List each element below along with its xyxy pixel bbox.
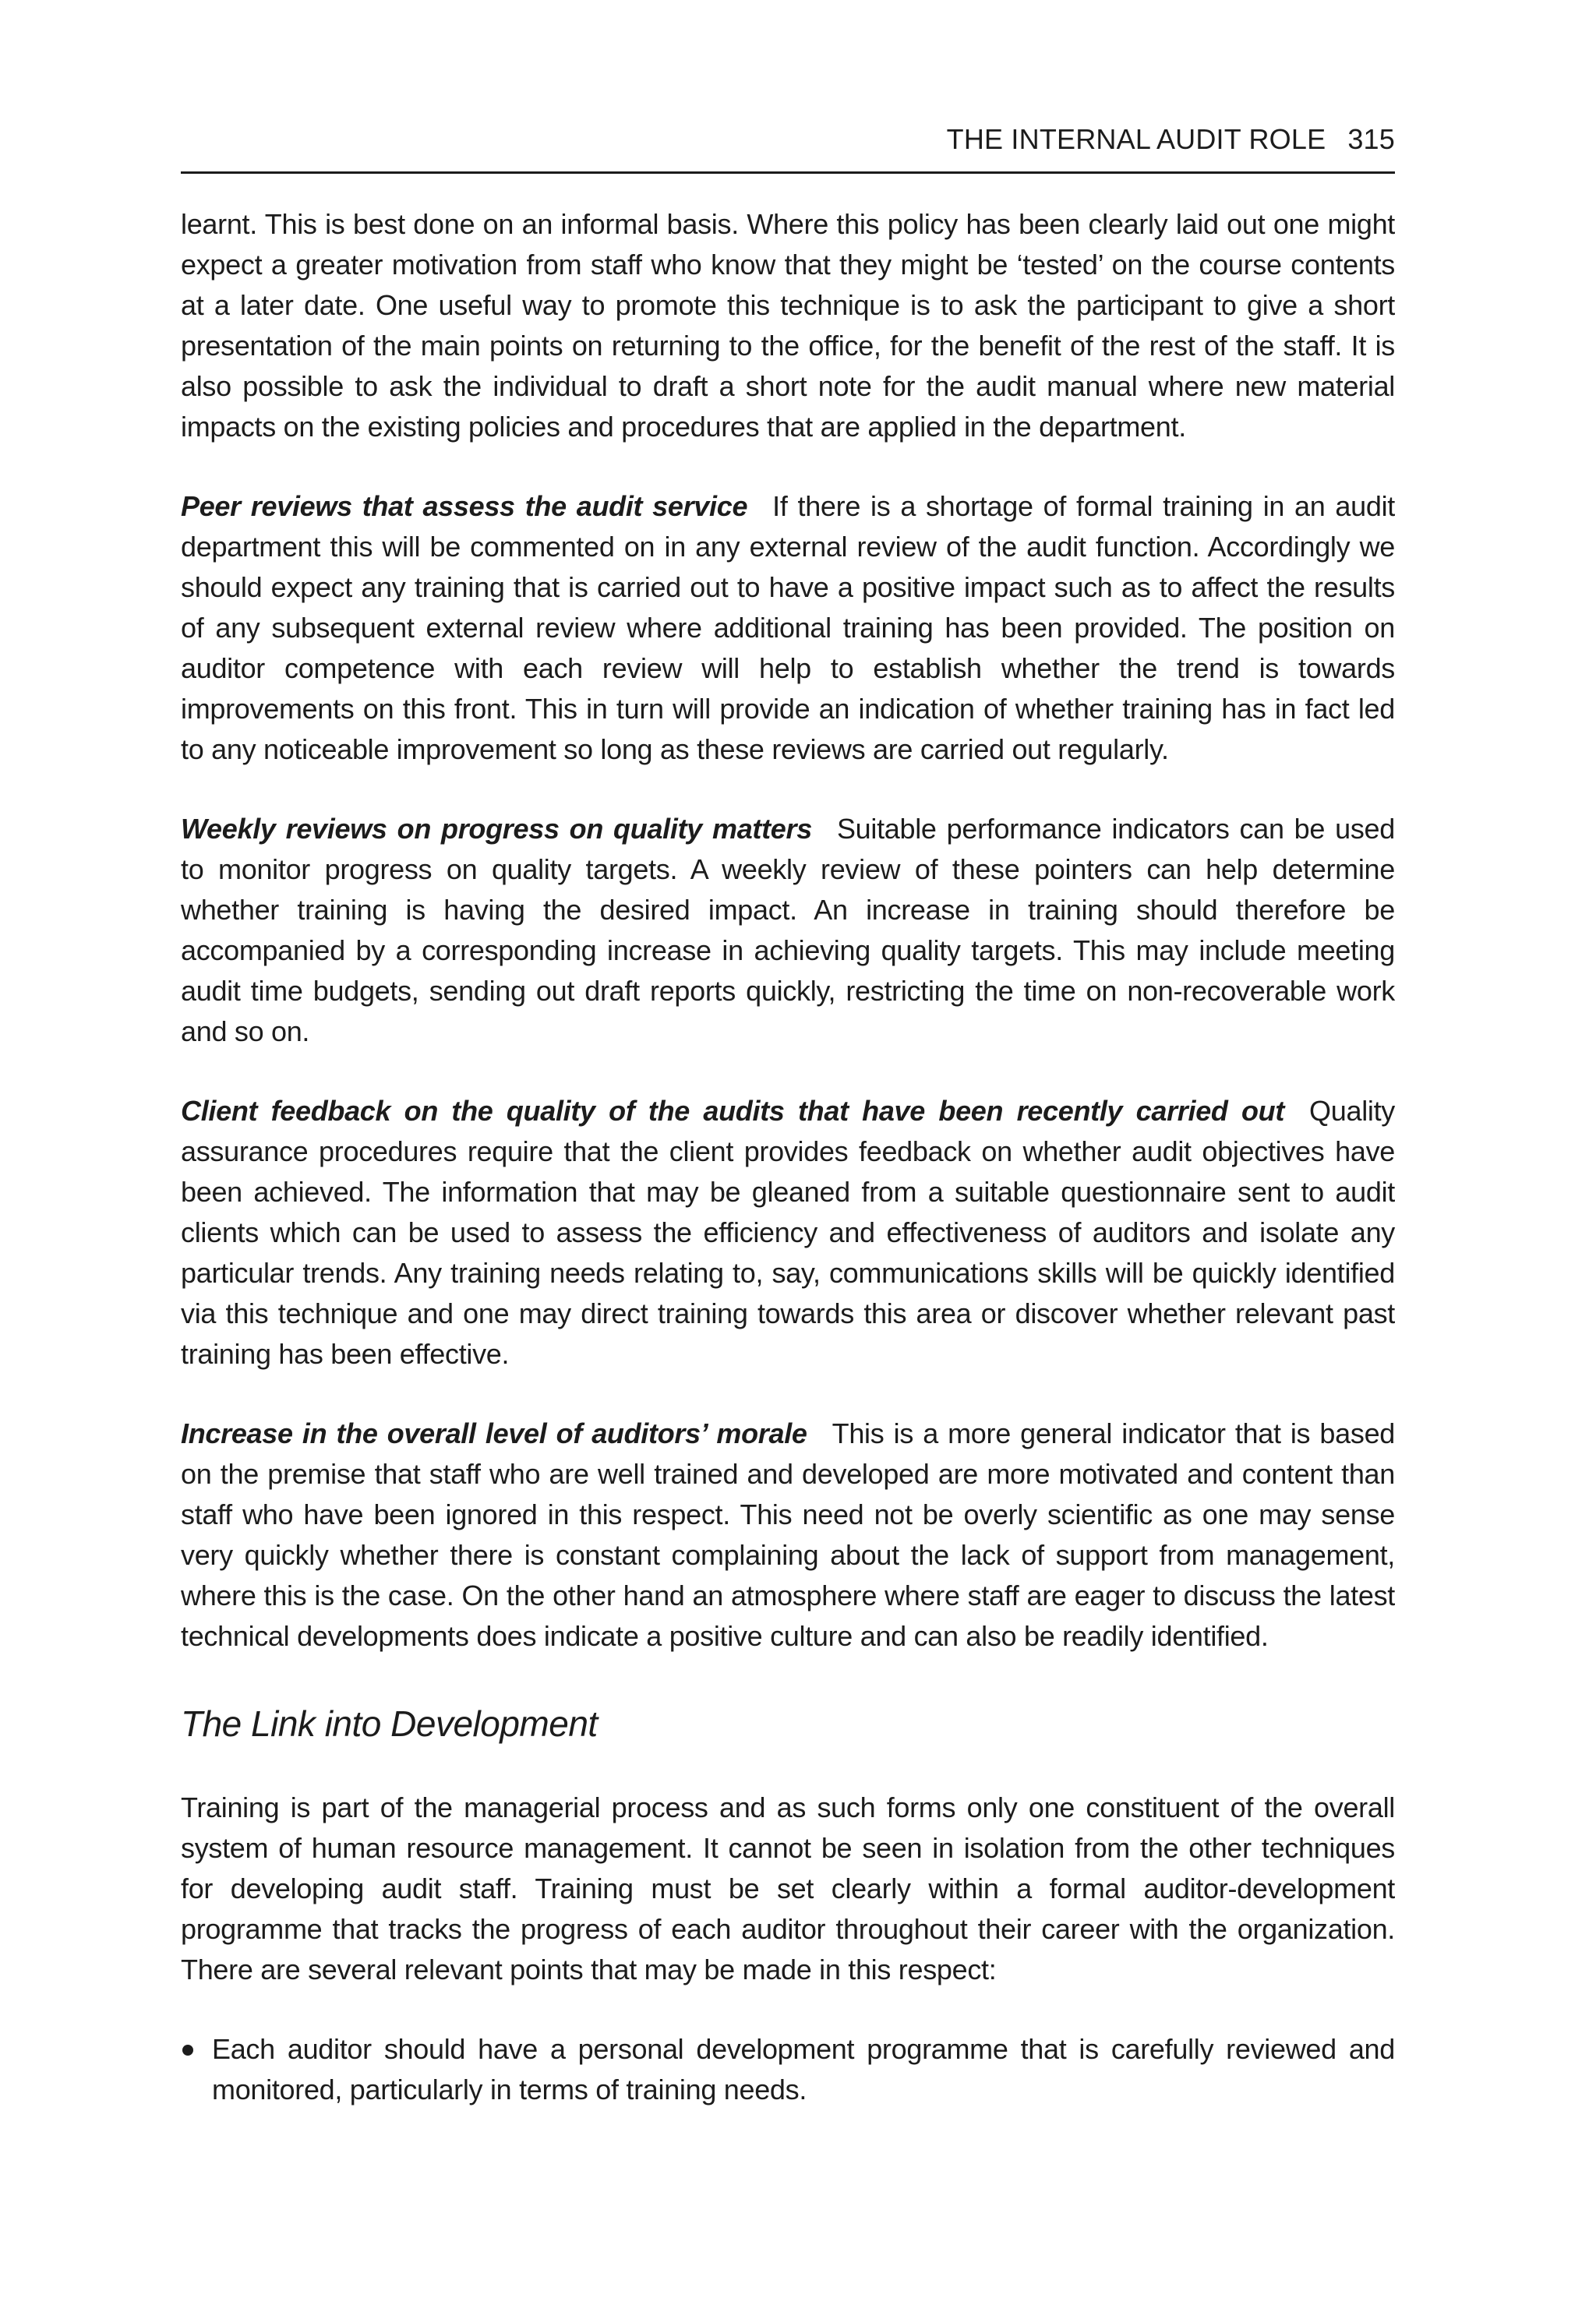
paragraph-client-feedback [181, 1091, 1395, 1375]
bullet-icon [182, 2045, 193, 2056]
run-in-heading-weekly-reviews: Weekly reviews on progress on quality matters [181, 813, 812, 845]
bullet-list [181, 2029, 1395, 2110]
paragraph-weekly-reviews [181, 809, 1395, 1052]
paragraph-text-client-feedback: Quality assurance procedures require that the client provides feedback on whether audit objectives have been achieved. The information that may be gleaned from a suitable questionnaire sent to audit clients which can be used to assess the efficiency and effectiveness of auditors and isolate any particular trends. Any training needs relating to, say, communications skills will be quickly identified via this technique and one may direct training towards this area or discover whether relevant past training has been effective. [181, 1095, 1395, 1370]
list-item-text: Each auditor should have a personal development programme that is carefully reviewed and monitored, particularly in terms of training needs. [212, 2033, 1395, 2105]
body-text [181, 204, 1395, 2110]
paragraph-text-peer-reviews: If there is a shortage of formal training in an audit department this will be commented on in any external review of the audit function. Accordingly we should expect any training that is carried out to have a positive impact such as to affect the results of any subsequent external review where additional training has been provided. The position on auditor competence with each review will help to establish whether the trend is towards improvements on this front. This in turn will provide an indication of whether training has in fact led to any noticeable improvement so long as these reviews are carried out regularly. [181, 490, 1395, 765]
run-in-heading-peer-reviews: Peer reviews that assess the audit service [181, 490, 748, 522]
paragraph-morale [181, 1414, 1395, 1657]
paragraph-text-weekly-reviews: Suitable performance indicators can be used to monitor progress on quality targets. A weekly review of these pointers can help determine whether training is having the desired impact. An increase in training should therefore be accompanied by a corresponding increase in achieving quality targets. This may include meeting audit time budgets, sending out draft reports quickly, restricting the time on non-recoverable work and so on. [181, 813, 1395, 1047]
paragraph-continuation: learnt. This is best done on an informal basis. Where this policy has been clearly laid out one might expect a greater motivation from staff who know that they might be ‘tested’ on the course contents at a later date. One useful way to promote this technique is to ask the participant to give a short presentation of the main points on returning to the office, for the benefit of the rest of the staff. It is also possible to ask the individual to draft a short note for the audit manual where new material impacts on the existing policies and procedures that are applied in the department. [181, 208, 1395, 443]
running-title: THE INTERNAL AUDIT ROLE [946, 123, 1326, 155]
paragraph-text-morale: This is a more general indicator that is based on the premise that staff who are well trained and developed are more motivated and content than staff who have been ignored in this respect. This need not be overly scientific as one may sense very quickly whether there is constant complaining about the lack of support from management, where this is the case. On the other hand an atmosphere where staff are eager to discuss the latest technical developments does indicate a positive culture and can also be readily identified. [181, 1417, 1396, 1652]
list-item [181, 2029, 1395, 2110]
run-in-heading-client-feedback: Client feedback on the quality of the audits that have been recently carried out [181, 1095, 1285, 1127]
running-header [181, 120, 1395, 174]
paragraph-peer-reviews [181, 486, 1395, 770]
section-intro-paragraph: Training is part of the managerial process and as such forms only one constituent of the overall system of human resource management. It cannot be seen in isolation from the other techniques for developing audit staff. Training must be set clearly within a formal auditor-development programme that tracks the progress of each auditor throughout their career with the organization. There are several relevant points that may be made in this respect: [181, 1791, 1395, 1985]
section-heading: The Link into Development [181, 1703, 598, 1744]
page-number: 315 [1347, 123, 1395, 155]
run-in-heading-morale: Increase in the overall level of auditors’ morale [181, 1417, 807, 1449]
